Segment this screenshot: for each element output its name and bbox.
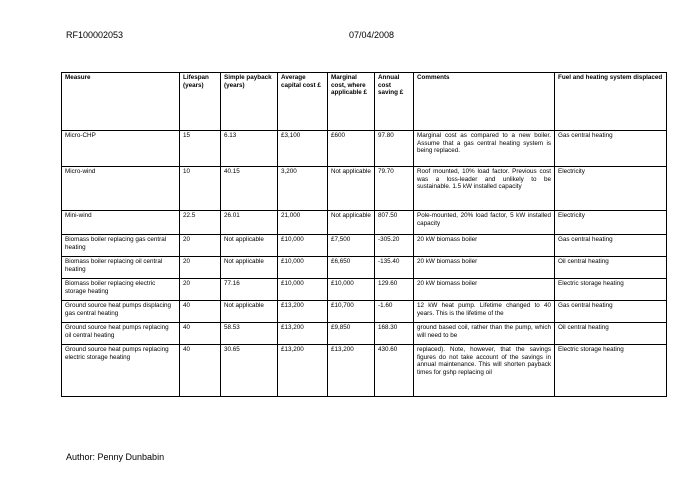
cell-annual-saving: 97.80	[375, 131, 414, 167]
cell-avg-cost: £13,200	[278, 301, 328, 323]
cell-payback: 6.13	[221, 131, 278, 167]
cell-fuel-displaced: Oil central heating	[555, 257, 667, 279]
cell-annual-saving: -1.60	[375, 301, 414, 323]
cell-payback: 30.65	[221, 345, 278, 397]
cell-avg-cost: £13,200	[278, 323, 328, 345]
cell-marginal-cost: £7,500	[328, 235, 375, 257]
cell-measure: Ground source heat pumps replacing oil central heating	[62, 323, 180, 345]
col-header-marginal-cost: Marginal cost, where applicable £	[328, 73, 375, 131]
col-header-payback: Simple payback (years)	[221, 73, 278, 131]
cell-payback: Not applicable	[221, 235, 278, 257]
reference-number: RF100002053	[66, 30, 124, 40]
table-row	[62, 235, 667, 257]
cell-payback: Not applicable	[221, 301, 278, 323]
cell-comments: 12 kW heat pump. Lifetime changed to 40 years. This is the lifetime of the	[414, 301, 555, 323]
cell-payback: 26.01	[221, 211, 278, 235]
cell-annual-saving: -135.40	[375, 257, 414, 279]
cell-lifespan: 20	[180, 235, 221, 257]
cell-payback: 40.15	[221, 167, 278, 211]
table-row	[62, 211, 667, 235]
cell-marginal-cost: £600	[328, 131, 375, 167]
cell-lifespan: 20	[180, 279, 221, 301]
cell-marginal-cost: £13,200	[328, 345, 375, 397]
cell-fuel-displaced: Electric storage heating	[555, 279, 667, 301]
cell-comments: 20 kW biomass boiler	[414, 279, 555, 301]
cell-fuel-displaced: Gas central heating	[555, 301, 667, 323]
table-row	[62, 167, 667, 211]
cell-comments: Marginal cost as compared to a new boiler. Assume that a gas central heating system is being replaced.	[414, 131, 555, 167]
cell-marginal-cost: £10,700	[328, 301, 375, 323]
cell-avg-cost: £10,000	[278, 279, 328, 301]
cell-annual-saving: 807.50	[375, 211, 414, 235]
table-row	[62, 323, 667, 345]
col-header-comments: Comments	[414, 73, 555, 131]
cell-payback: 77.16	[221, 279, 278, 301]
author-line: Author: Penny Dunbabin	[66, 452, 165, 462]
cell-comments: replaced). Note, however, that the savings figures do not take account of the savings in annual maintenance. This will shorten payback times for gshp replacing oil	[414, 345, 555, 397]
table-row	[62, 279, 667, 301]
cell-avg-cost: 21,000	[278, 211, 328, 235]
cell-lifespan: 40	[180, 301, 221, 323]
cell-lifespan: 10	[180, 167, 221, 211]
cell-fuel-displaced: Gas central heating	[555, 235, 667, 257]
cell-measure: Ground source heat pumps displacing gas central heating	[62, 301, 180, 323]
cell-lifespan: 15	[180, 131, 221, 167]
cell-fuel-displaced: Electricity	[555, 211, 667, 235]
cell-marginal-cost: £9,850	[328, 323, 375, 345]
cell-fuel-displaced: Gas central heating	[555, 131, 667, 167]
cell-avg-cost: £3,100	[278, 131, 328, 167]
table-header-row	[62, 73, 667, 131]
cell-annual-saving: 430.60	[375, 345, 414, 397]
cell-measure: Mini-wind	[62, 211, 180, 235]
cell-measure: Micro-CHP	[62, 131, 180, 167]
col-header-measure: Measure	[62, 73, 180, 131]
table-row	[62, 345, 667, 397]
cell-measure: Micro-wind	[62, 167, 180, 211]
cell-lifespan: 40	[180, 345, 221, 397]
cell-lifespan: 40	[180, 323, 221, 345]
cell-annual-saving: -305.20	[375, 235, 414, 257]
cell-marginal-cost: Not applicable	[328, 211, 375, 235]
col-header-lifespan: Lifespan (years)	[180, 73, 221, 131]
col-header-annual-saving: Annual cost saving £	[375, 73, 414, 131]
cell-measure: Ground source heat pumps replacing electric storage heating	[62, 345, 180, 397]
cell-fuel-displaced: Oil central heating	[555, 323, 667, 345]
cell-annual-saving: 129.60	[375, 279, 414, 301]
cell-measure: Biomass boiler replacing oil central heating	[62, 257, 180, 279]
cell-marginal-cost: Not applicable	[328, 167, 375, 211]
cell-comments: Roof mounted, 10% load factor. Previous cost was a loss-leader and unlikely to be sustainable. 1.5 kW installed capacity	[414, 167, 555, 211]
cell-fuel-displaced: Electric storage heating	[555, 345, 667, 397]
table-row	[62, 301, 667, 323]
cell-fuel-displaced: Electricity	[555, 167, 667, 211]
cell-avg-cost: £13,200	[278, 345, 328, 397]
document-date: 07/04/2008	[349, 30, 395, 40]
cell-avg-cost: £10,000	[278, 257, 328, 279]
cell-annual-saving: 79.70	[375, 167, 414, 211]
cell-payback: 58.53	[221, 323, 278, 345]
measures-table	[61, 72, 667, 397]
cell-measure: Biomass boiler replacing gas central heating	[62, 235, 180, 257]
cell-comments: 20 kW biomass boiler	[414, 235, 555, 257]
cell-lifespan: 22.5	[180, 211, 221, 235]
col-header-avg-cost: Average capital cost £	[278, 73, 328, 131]
cell-marginal-cost: £10,000	[328, 279, 375, 301]
cell-comments: ground based coil, rather than the pump, which will need to be	[414, 323, 555, 345]
table-row	[62, 257, 667, 279]
cell-annual-saving: 168.30	[375, 323, 414, 345]
cell-comments: Pole-mounted, 20% load factor, 5 kW installed capacity	[414, 211, 555, 235]
col-header-fuel-displaced: Fuel and heating system displaced	[555, 73, 667, 131]
table-row	[62, 131, 667, 167]
cell-avg-cost: £10,000	[278, 235, 328, 257]
cell-measure: Biomass boiler replacing electric storage heating	[62, 279, 180, 301]
cell-avg-cost: 3,200	[278, 167, 328, 211]
cell-comments: 20 kW biomass boiler	[414, 257, 555, 279]
cell-marginal-cost: £6,650	[328, 257, 375, 279]
cell-lifespan: 20	[180, 257, 221, 279]
cell-payback: Not applicable	[221, 257, 278, 279]
